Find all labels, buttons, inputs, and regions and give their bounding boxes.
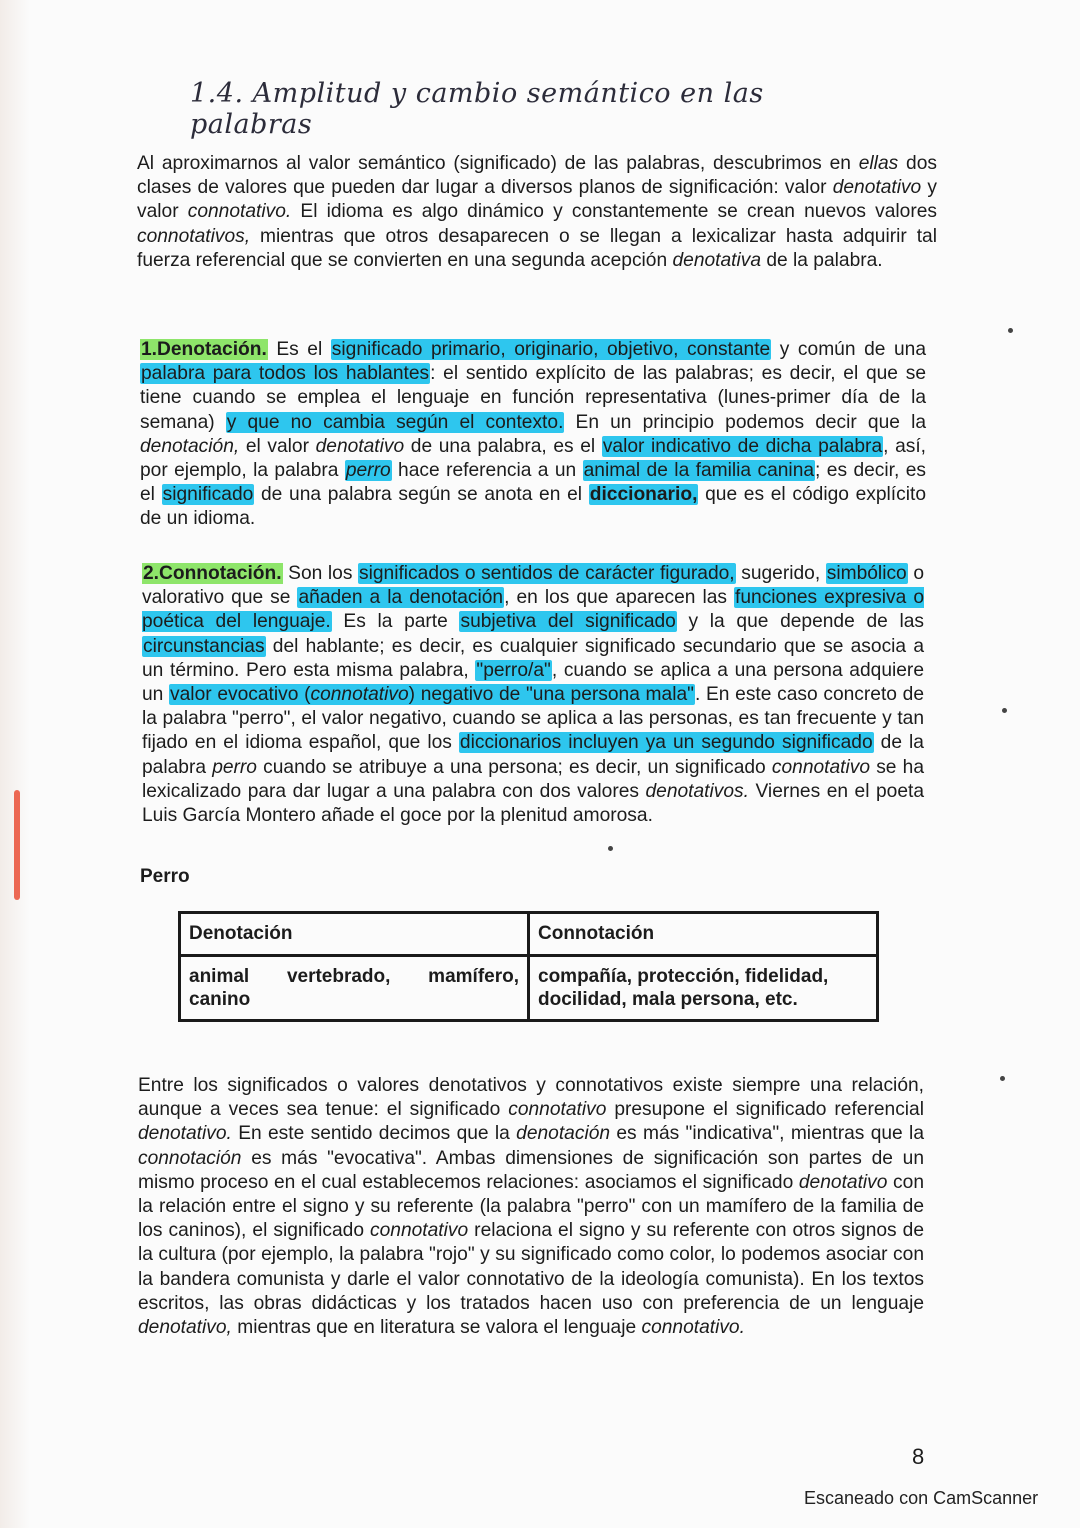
highlight: significado xyxy=(162,484,254,506)
page-edge-shade xyxy=(0,0,30,1528)
table-cell: animal vertebrado, mamífero, canino xyxy=(180,956,529,1021)
red-edge-mark xyxy=(14,790,20,900)
denotation-title: 1.Denotación. xyxy=(141,339,267,360)
highlight: significados o sentidos de carácter figurado, xyxy=(359,563,735,584)
scan-speck xyxy=(608,846,613,851)
table-cell: compañía, protección, fidelidad, docilidad, mala persona, etc. xyxy=(529,956,878,1021)
comparison-table xyxy=(178,911,879,1022)
highlight: valor evocativo (connotativo) negativo de "una persona mala" xyxy=(170,684,694,706)
table-header-cell: Denotación xyxy=(180,913,529,956)
highlight: funciones expresiva o poética del lenguaje. xyxy=(142,587,924,633)
scan-speck xyxy=(1002,708,1007,713)
page-number: 8 xyxy=(912,1444,925,1469)
highlight: "perro/a" xyxy=(476,659,551,681)
table-header-cell: Connotación xyxy=(529,913,878,956)
highlight: diccionarios incluyen ya un segundo significado xyxy=(459,732,873,754)
intro-paragraph: Al aproximarnos al valor semántico (significado) de las palabras, descubrimos en ellas dos clases de valores que pueden dar lugar a diversos planos de significación: valor denotativo y valor connotativo. El idioma es algo dinámico y constantemente se crean nuevos valores connotativos, mientras que otros desaparecen o se llegan a lexicalizar hasta adquirir tal fuerza referencial que se convierten en una segunda acepción denotativa de la palabra. xyxy=(137,153,937,271)
camscanner-watermark: Escaneado con CamScanner xyxy=(804,1488,1039,1508)
connotation-paragraph: 2.Connotación. Son los significados o sentidos de carácter figurado, sugerido, simbólico o valorativo que se añaden a la denotación, en los que aparecen las funciones expresiva o poética del lenguaje. Es la parte subjetiva del significado y la que depende de las circunstancias del hablante; es decir, es cualquier significado secundario que se asocia a un término. Pero esta misma palabra, "perro/a", cuando se aplica a una persona adquiere un valor evocativo (connotativo) negativo de "una persona mala". En este caso concreto de la palabra "perro", el valor negativo, cuando se aplica a las personas, es tan frecuente y tan fijado en el idioma español, que los diccionarios incluyen ya un segundo significado de la palabra perro cuando se atribuye a una persona; es decir, un significado connotativo se ha lexicalizado para dar lugar a una palabra con dos valores denotativos. Viernes en el poeta Luis García Montero añade el goce por la plenitud amorosa. xyxy=(142,563,925,827)
highlight: significado primario, originario, objetivo, constante xyxy=(331,339,771,360)
highlight: simbólico xyxy=(826,563,907,584)
table-row xyxy=(180,956,878,1021)
highlight: subjetiva del significado xyxy=(460,611,676,633)
highlight: palabra para todos los hablantes xyxy=(141,363,430,385)
connotation-title: 2.Connotación. xyxy=(143,563,282,584)
closing-paragraph: Entre los significados o valores denotativos y connotativos existe siempre una relación, aunque a veces sea tenue: el significado connotativo presupone el significado referencial denotativo. En este sentido decimos que la denotación es más "indicativa", mientras que la connotación es más "evocativa". Ambas dimensiones de significación son partes de un mismo proceso en el cual establecemos relaciones: asociamos el significado denotativo con la relación entre el signo y su referente (la palabra "perro" con un mamífero de la familia de los caninos), el significado connotativo relaciona el signo y su referente con otros signos de la cultura (por ejemplo, la palabra "rojo" y su significado como color, lo podemos asociar con la bandera comunista y darle el valor connotativo de la ideología comunista). En los textos escritos, las obras didácticas y los tratados hacen uso con preferencia de un lenguaje denotativo, mientras que en literatura se valora el lenguaje connotativo. xyxy=(138,1075,924,1339)
scan-speck xyxy=(1008,328,1013,333)
highlight: y que no cambia según el contexto. xyxy=(226,411,564,433)
highlight: diccionario, xyxy=(589,484,698,506)
table-label: Perro xyxy=(140,866,190,887)
highlight: perro xyxy=(345,460,391,482)
highlight: añaden a la denotación xyxy=(298,587,504,609)
table-header-row xyxy=(180,913,878,956)
highlight: circunstancias xyxy=(143,635,265,657)
scan-speck xyxy=(1000,1076,1005,1081)
highlight: animal de la familia canina xyxy=(583,460,815,482)
highlight: valor indicativo de dicha palabra xyxy=(602,435,883,457)
denotation-paragraph: 1.Denotación. Es el significado primario, originario, objetivo, constante y común de una palabra para todos los hablantes: el sentido explícito de las palabras; es decir, el que se tiene cuando se emplea el lenguaje en función representativa (lunes-primer día de la semana) y que no cambia según el contexto. En un principio podemos decir que la denotación, el valor denotativo de una palabra, es el valor indicativo de dicha palabra, así, por ejemplo, la palabra perro hace referencia a un animal de la familia canina; es decir, es el significado de una palabra según se anota en el diccionario, que es el código explícito de un idioma. xyxy=(140,339,927,530)
handwritten-heading: 1.4. Amplitud y cambio semántico en las palabras xyxy=(190,78,764,140)
